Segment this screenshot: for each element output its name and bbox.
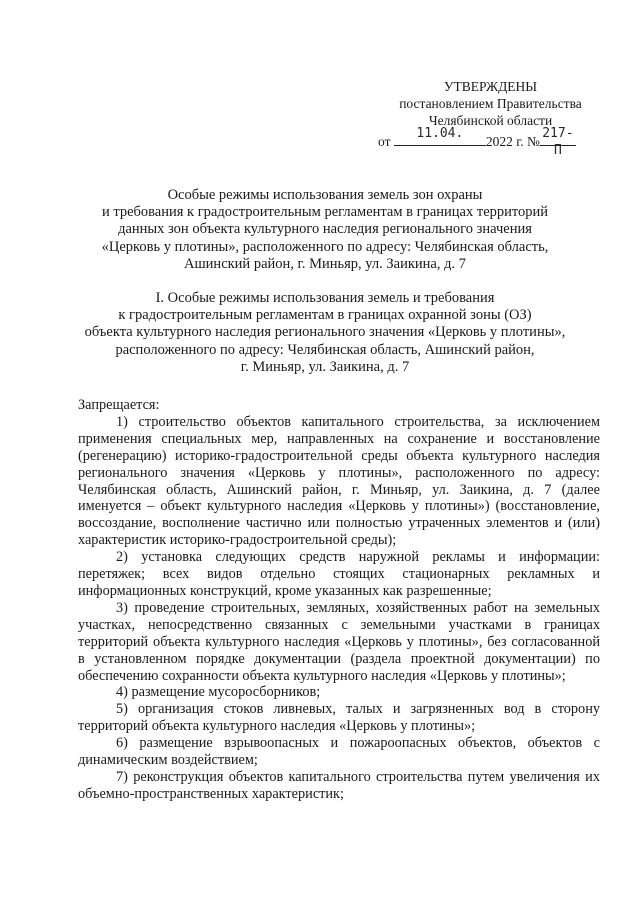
list-item: 2) установка следующих средств наружной рекламы и информации: перетяжек; всех видов отдельно стоящих стационарных рекламных и информационных конструкций, кроме указанных как разрешенные; bbox=[78, 549, 600, 599]
list-item: 1) строительство объектов капитального строительства, за исключением применения специальных мер, направленных на сохранение и восстановление (регенерацию) историко-градостроительной среды объекта культурного наследия регионального значения «Церковь у плотины», расположенного по адресу: Челябинская область, Ашинский район, г. Миньяр, ул. Заикина, д. 7 (далее именуется – объект культурного наследия «Церковь у плотины») (восстановление, воссоздание, восполнение частично или полностью утраченных элементов и (или) характеристик историко-градостроительной среды); bbox=[78, 413, 600, 549]
date-prefix: от bbox=[378, 134, 391, 149]
document-body bbox=[78, 397, 600, 803]
list-item: 5) организация стоков ливневых, талых и загрязненных вод в сторону территорий объекта культурного наследия «Церковь у плотины»; bbox=[78, 701, 600, 735]
section-heading bbox=[40, 290, 610, 376]
section-line: объекта культурного наследия регионального значения «Церковь у плотины», bbox=[84, 324, 566, 341]
year-text: 2022 г. № bbox=[485, 134, 540, 149]
list-item: 4) размещение мусоросборников; bbox=[116, 684, 321, 701]
title-line: «Церковь у плотины», расположенного по адресу: Челябинская область, bbox=[101, 238, 549, 255]
body-lead: Запрещается: bbox=[78, 397, 160, 413]
approval-heading: УТВЕРЖДЕНЫ bbox=[443, 79, 538, 94]
approval-line-1: постановлением Правительства bbox=[399, 96, 582, 111]
list-item: 6) размещение взрывоопасных и пожароопасных объектов, объектов с динамическим воздействием; bbox=[78, 735, 600, 769]
title-line: и требования к градостроительным регламентам в границах территорий bbox=[101, 204, 549, 221]
date-blank bbox=[394, 126, 486, 146]
approval-date-line bbox=[378, 126, 603, 158]
document-title bbox=[40, 187, 610, 273]
list-item: 7) реконструкция объектов капитального строительства путем увеличения их объемно-пространственных характеристик; bbox=[78, 768, 600, 802]
title-line: данных зон объекта культурного наследия регионального значения bbox=[118, 221, 532, 238]
number-blank bbox=[540, 126, 576, 158]
section-line: г. Миньяр, ул. Заикина, д. 7 bbox=[240, 358, 410, 375]
approval-line-2: Челябинской области bbox=[428, 113, 553, 128]
title-line: Особые режимы использования земель зон охраны bbox=[167, 187, 483, 203]
approval-stamp bbox=[378, 78, 603, 158]
list-item: 3) проведение строительных, земляных, хозяйственных работ на земельных участках, непосредственно связанных с земельными участками в границах территорий объекта культурного наследия «Церковь у плотины», без согласованной в установленном порядке документации (раздела проектной документации) по обеспечению сохранности объекта культурного наследия «Церковь у плотины»; bbox=[78, 599, 600, 684]
date-handwritten: 11.04. bbox=[416, 126, 464, 141]
section-line: расположенного по адресу: Челябинская область, Ашинский район, bbox=[115, 341, 535, 358]
section-line: к градостроительным регламентам в границах охранной зоны (ОЗ) bbox=[118, 307, 532, 324]
title-line: Ашинский район, г. Миньяр, ул. Заикина, д. 7 bbox=[184, 255, 466, 272]
section-line: I. Особые режимы использования земель и требования bbox=[155, 290, 495, 306]
number-handwritten: 217-П bbox=[542, 126, 574, 158]
